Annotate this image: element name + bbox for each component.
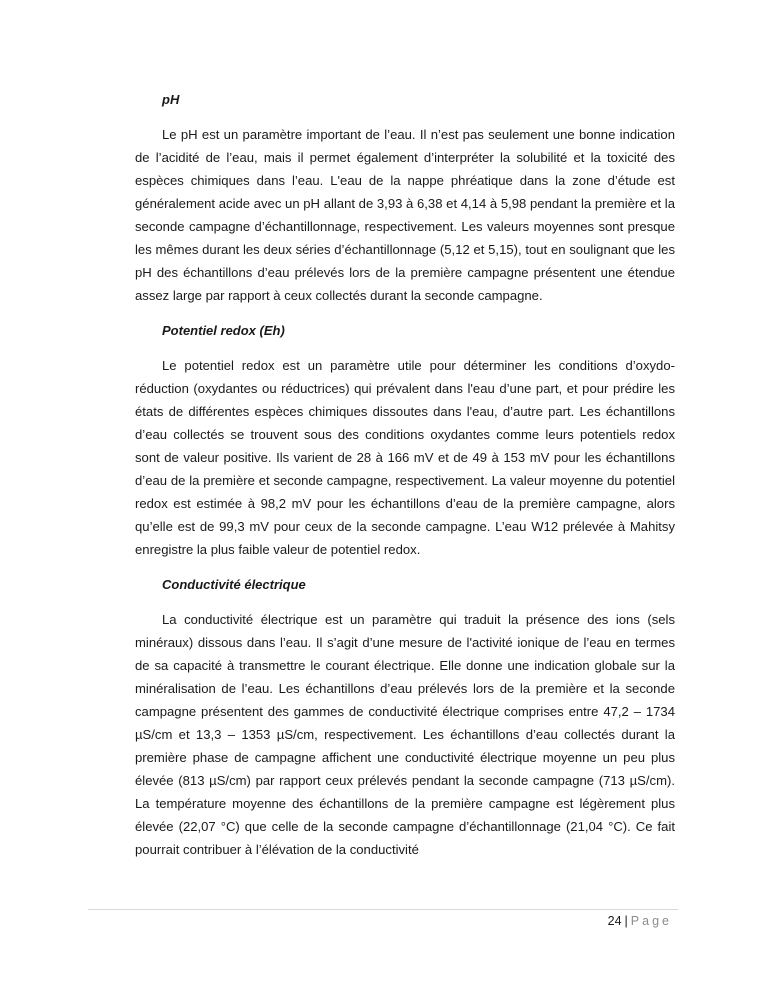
page-footer (608, 912, 672, 930)
paragraph-ph: Le pH est un paramètre important de l’eau. Il n’est pas seulement une bonne indication de l’acidité de l’eau, mais il permet également d’interpréter la solubilité et la toxicité des espèces chimiques dans l’eau. L'eau de la nappe phréatique dans la zone d’étude est généralement acide avec un pH allant de 3,93 à 6,38 et 4,14 à 5,98 pendant la première et la seconde campagne d’échantillonnage, respectivement. Les valeurs moyennes sont presque les mêmes durant les deux séries d’échantillonnage (5,12 et 5,15), tout en soulignant que les pH des échantillons d’eau prélevés lors de la première campagne présentent une étendue assez large par rapport à ceux collectés durant la seconde campagne. (135, 127, 675, 303)
footer-separator: | (624, 914, 628, 928)
paragraph-redox: Le potentiel redox est un paramètre utile pour déterminer les conditions d’oxydo-réduction (oxydantes ou réductrices) qui prévalent dans l'eau d’une part, et pour prédire les états de différentes espèces chimiques dissoutes dans l'eau, d’autre part. Les échantillons d’eau collectés se trouvent sous des conditions oxydantes comme leurs potentiels redox sont de valeur positive. Ils varient de 28 à 166 mV et de 49 à 153 mV pour les échantillons d’eau de la première et seconde campagne, respectivement. La valeur moyenne du potentiel redox est estimée à 98,2 mV pour les échantillons d’eau de la première campagne, alors qu’elle est de 99,3 mV pour ceux de la seconde campagne. L’eau W12 prélevée à Mahitsy enregistre la plus faible valeur de potentiel redox. (135, 358, 675, 557)
page-number: 24 (607, 914, 622, 928)
section-heading-conductivity: Conductivité électrique (162, 577, 306, 592)
section-heading-ph: pH (162, 92, 180, 107)
document-body (135, 88, 675, 873)
paragraph-conductivity: La conductivité électrique est un paramètre qui traduit la présence des ions (sels minéraux) dissous dans l’eau. Il s’agit d’une mesure de l'activité ionique de l’eau en termes de sa capacité à transmettre le courant électrique. Elle donne une indication globale sur la minéralisation de l’eau. Les échantillons d’eau prélevés lors de la première et la seconde campagne présentent des gammes de conductivité électrique comprises entre 47,2 – 1734 µS/cm et 13,3 – 1353 µS/cm, respectivement. Les échantillons d’eau collectés durant la première phase de campagne affichent une conductivité électrique moyenne un peu plus élevée (813 µS/cm) par rapport ceux prélevés pendant la seconde campagne (713 µS/cm). La température moyenne des échantillons de la première campagne est légèrement plus élevée (22,07 °C) que celle de la seconde campagne d’échantillonnage (21,04 °C). Ce fait pourrait contribuer à l’élévation de la conductivité (135, 612, 675, 857)
footer-divider (88, 909, 678, 910)
page-label: Page (630, 914, 672, 928)
section-heading-redox: Potentiel redox (Eh) (162, 323, 285, 338)
